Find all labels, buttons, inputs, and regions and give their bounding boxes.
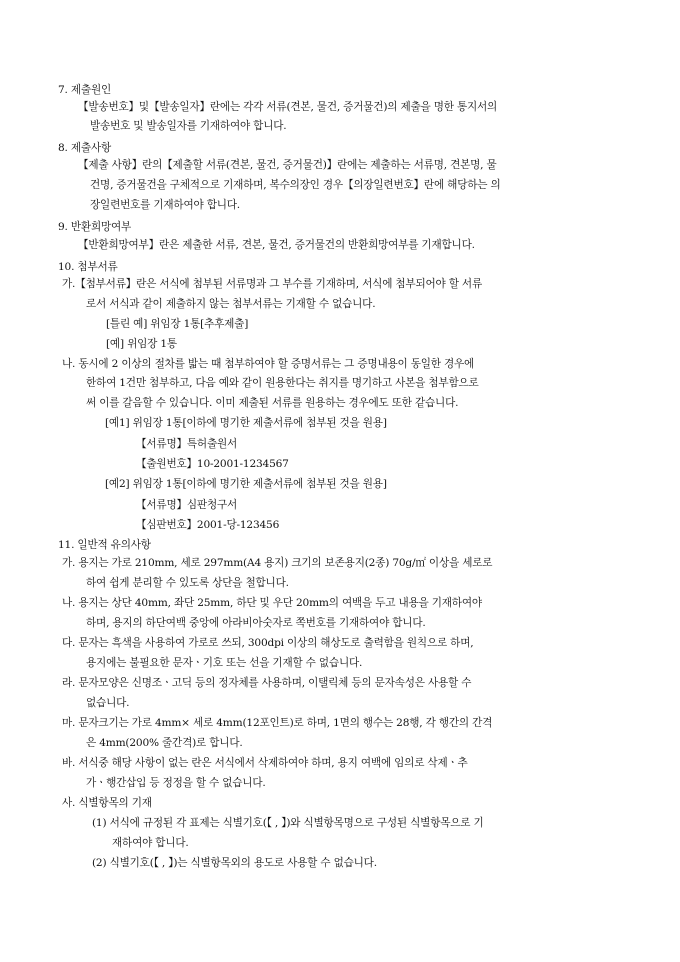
- list-item: 가. 용지는 가로 210mm, 세로 297mm(A4 용지) 크기의 보존용지(2종) 70g/㎡ 이상을 세로로: [62, 557, 493, 569]
- list-item: 가.【첨부서류】란은 서식에 첨부된 서류명과 그 부수를 기재하며, 서식에 첨부되어야 할 서류: [62, 278, 483, 290]
- list-item-cont: 하여 쉽게 분리할 수 있도록 상단을 철합니다.: [86, 577, 289, 589]
- sub-list-item: (1) 서식에 규정된 각 표제는 식별기호(【 , 】)와 식별항목명으로 구성된 식별항목으로 기: [92, 817, 484, 829]
- example-line: [틀린 예] 위임장 1통[추후제출]: [106, 318, 249, 330]
- sub-list-item-cont: 재하여야 합니다.: [112, 837, 189, 849]
- paragraph-line: 발송번호 및 발송일자를 기재하여야 합니다.: [90, 120, 287, 132]
- paragraph-line: 【발송번호】및【발송일자】란에는 각각 서류(견본, 물건, 증거물건)의 제출을 명한 통지서의: [78, 101, 498, 113]
- list-item-cont: 가ㆍ행간삽입 등 정정을 할 수 없습니다.: [86, 777, 266, 789]
- example-subline: 【출원번호】10-2001-1234567: [136, 458, 289, 470]
- paragraph-line: 【제출 사항】란의【제출할 서류(견본, 물건, 증거물건)】란에는 제출하는 서류명, 견본명, 물: [78, 159, 497, 171]
- paragraph-line: 장일련번호를 기재하여야 합니다.: [90, 199, 240, 211]
- list-item: 나. 동시에 2 이상의 절차를 밟는 때 첨부하여야 할 증명서류는 그 증명내용이 동일한 경우에: [62, 358, 475, 370]
- paragraph-line: 【반환희망여부】란은 제출한 서류, 견본, 물건, 증거물건의 반환희망여부를 기재합니다.: [78, 239, 475, 251]
- example-line: [예] 위임장 1통: [106, 338, 177, 350]
- example-subline: 【서류명】특허출원서: [136, 438, 238, 450]
- paragraph-line: 건명, 증거물건을 구체적으로 기재하며, 복수의장인 경우【의장일련번호】란에 해당하는 의: [90, 179, 501, 191]
- list-item: 라. 문자모양은 신명조ㆍ고딕 등의 정자체를 사용하며, 이탤릭체 등의 문자속성은 사용할 수: [62, 677, 472, 689]
- example-line: [예1] 위임장 1통[이하에 명기한 제출서류에 첨부된 것을 원용]: [105, 417, 387, 429]
- example-subline: 【서류명】심판청구서: [136, 499, 238, 511]
- list-item: 바. 서식중 해당 사항이 없는 란은 서식에서 삭제하여야 하며, 용지 여백에 임의로 삭제ㆍ추: [62, 757, 468, 769]
- list-item-cont: 써 이를 갈음할 수 있습니다. 이미 제출된 서류를 원용하는 경우에도 또한 같습니다.: [86, 397, 459, 409]
- list-item-cont: 은 4mm(200% 줄간격)로 합니다.: [86, 737, 243, 749]
- list-item: 사. 식별항목의 기재: [62, 797, 152, 809]
- sub-list-item: (2) 식별기호(【 , 】)는 식별항목외의 용도로 사용할 수 없습니다.: [92, 857, 377, 869]
- section-heading: 10. 첨부서류: [58, 261, 118, 273]
- list-item-cont: 하며, 용지의 하단여백 중앙에 아라비아숫자로 쪽번호를 기재하여야 합니다.: [86, 617, 426, 629]
- list-item-cont: 한하여 1건만 첨부하고, 다음 예와 같이 원용한다는 취지를 명기하고 사본을 첨부함으로: [86, 377, 479, 389]
- list-item-cont: 로서 서식과 같이 제출하지 않는 첨부서류는 기재할 수 없습니다.: [86, 298, 376, 310]
- list-item: 마. 문자크기는 가로 4mm× 세로 4mm(12포인트)로 하며, 1면의 행수는 28행, 각 행간의 간격: [62, 717, 493, 729]
- list-item: 다. 문자는 흑색을 사용하여 가로로 쓰되, 300dpi 이상의 해상도로 출력함을 원칙으로 하며,: [62, 637, 474, 649]
- section-heading: 9. 반환희망여부: [58, 221, 132, 233]
- example-subline: 【심판번호】2001-당-123456: [136, 519, 280, 531]
- section-heading: 7. 제출원인: [58, 84, 112, 96]
- list-item-cont: 없습니다.: [86, 697, 130, 709]
- example-line: [예2] 위임장 1통[이하에 명기한 제출서류에 첨부된 것을 원용]: [105, 478, 387, 490]
- section-heading: 11. 일반적 유의사항: [58, 539, 151, 551]
- list-item: 나. 용지는 상단 40mm, 좌단 25mm, 하단 및 우단 20mm의 여백을 두고 내용을 기재하여야: [62, 597, 482, 609]
- list-item-cont: 용지에는 불필요한 문자ㆍ기호 또는 선을 기재할 수 없습니다.: [86, 657, 363, 669]
- section-heading: 8. 제출사항: [58, 142, 112, 154]
